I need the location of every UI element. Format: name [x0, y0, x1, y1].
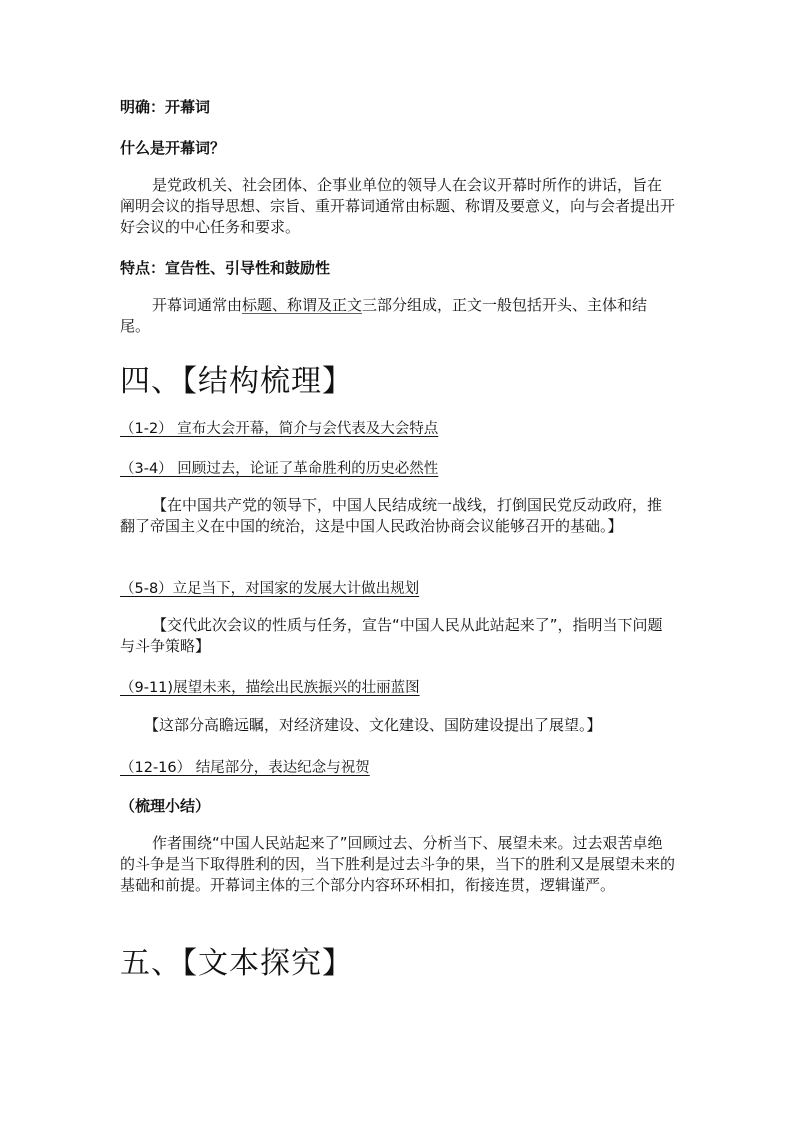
- structure-item-3: （5-8）立足当下，对国家的发展大计做出规划: [120, 581, 420, 597]
- composition-text-c: 三部分组成，正文一般包括开头、主体和结尾。: [120, 296, 648, 335]
- what-is-heading: 什么是开幕词？: [120, 139, 226, 157]
- structure-item-5: （12-16） 结尾部分，表达纪念与祝贺: [120, 760, 370, 776]
- structure-item-1: （1-2） 宣布大会开幕，简介与会代表及大会特点: [120, 421, 439, 437]
- composition-text-underlined: 标题、称谓及正文: [242, 296, 363, 314]
- section-five-heading: 五、【文本探究】: [120, 946, 353, 981]
- composition-paragraph: [120, 295, 675, 337]
- clarify-heading: 明确：开幕词: [120, 98, 211, 116]
- structure-item-3-note: 【交代此次会议的性质与任务，宣告“中国人民从此站起来了”，指明当下问题与斗争策略】: [120, 616, 663, 655]
- structure-item-2: （3-4） 回顾过去，论证了革命胜利的历史必然性: [120, 461, 439, 477]
- features-heading: 特点：宣告性、引导性和鼓励性: [120, 259, 331, 277]
- structure-item-4-note: 【这部分高瞻远瞩，对经济建设、文化建设、国防建设提出了展望。】: [144, 716, 602, 734]
- composition-text-a: 开幕词通常由: [152, 296, 243, 314]
- summary-paragraph: 作者围绕“中国人民站起来了”回顾过去、分析当下、展望未来。过去艰苦卓绝的斗争是当下取得胜利的因，当下胜利是过去斗争的果，当下的胜利又是展望未来的基础和前提。开幕词主体的三个部分内容环环相扣，衔接连贯，逻辑谨严。: [120, 834, 676, 894]
- structure-item-2-note: 【在中国共产党的领导下，中国人民结成统一战线，打倒国民党反动政府，推翻了帝国主义在中国的统治，这是中国人民政治协商会议能够召开的基础。】: [120, 496, 663, 535]
- summary-heading: （梳理小结）: [120, 797, 211, 815]
- section-four-heading: 四、【结构梳理】: [120, 364, 353, 399]
- definition-paragraph: 是党政机关、社会团体、企事业单位的领导人在会议开幕时所作的讲话，旨在阐明会议的指导思想、宗旨、重开幕词通常由标题、称谓及要意义，向与会者提出开好会议的中心任务和要求。: [120, 176, 676, 236]
- structure-item-4: （9-11)展望未来，描绘出民族振兴的壮丽蓝图: [120, 680, 420, 696]
